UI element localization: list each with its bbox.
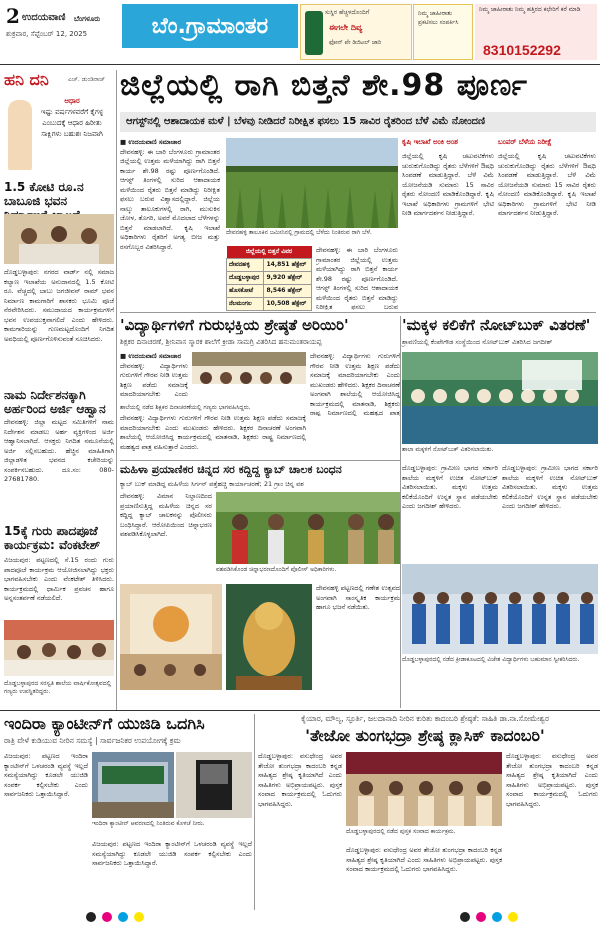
- ad1-subtext: ಫೋನ್ ಪೇ ಡಿಜಿಟಲ್ ಜಾರಿ: [329, 39, 382, 46]
- stats-table-header: ಜಿಲ್ಲೆಯಲ್ಲಿ ಬಿತ್ತನೆ ವಿವರ: [227, 246, 312, 259]
- notebook-body-1: ದೊಡ್ಡಬಳ್ಳಾಪುರ: ಗ್ರಾಮೀಣ ಭಾಗದ ಸರ್ಕಾರಿ ಶಾಲೆಯ ಮಕ್ಕಳಿಗೆ ಉಚಿತ ನೋಟ್‌ಬುಕ್ ವಿತರಿಸಲಾಯಿತು. ಮಕ್ಕಳು ಉತ್ತಮ ಕಲಿಕೆಯೊಂದಿಗೆ ಉನ್ನತ ಸ್ಥಾನ ಪಡೆಯಬೇಕು ಎಂದು ಜಗದೀಶ್ ಹೇಳಿದರು.: [402, 464, 498, 510]
- mahila-photo: [216, 492, 400, 564]
- registration-mark: [118, 912, 128, 922]
- story1-photo: [4, 214, 114, 264]
- paper-name: ಉದಯವಾಣಿ: [22, 12, 66, 23]
- center-body-3: ದೇವನಹಳ್ಳಿ: ವಿದ್ಯಾರ್ಥಿಗಳು ಗುರುಗಳಿಗೆ ಗೌರವ ನೀಡಿ ಉತ್ತಮ ಶಿಕ್ಷಣ ಪಡೆದು ಸಮಾಜಕ್ಕೆ ಮಾದರಿಯಾಗಬೇಕು ಎಂದು ಮುಖಂಡರು ಹೇಳಿದರು. ಶಿಕ್ಷಕರ ದಿನಾಚರಣೆ ಅಂಗವಾಗಿ ಶಾಲೆಯಲ್ಲಿ ಆಯೋಜಿಸಿದ್ದ ಕಾರ್ಯಕ್ರಮದಲ್ಲಿ ಮಾತನಾಡಿ, ಶಿಕ್ಷಕರು ರಾಷ್ಟ್ರ ನಿರ್ಮಾಣದಲ್ಲಿ ಮಹತ್ವದ ಪಾತ್ರ ವಹಿಸುತ್ತಾರೆ ಎಂದರು.: [120, 414, 306, 451]
- advertisement-2[interactable]: [413, 4, 473, 60]
- lead-byline: ■ ಉದಯವಾಣಿ ಸಮಾಚಾರ: [120, 138, 182, 146]
- registration-mark: [460, 912, 470, 922]
- bottom-left-body: ವಿಜಯಪುರ: ಪಟ್ಟಣದ ಇಂದಿರಾ ಕ್ಯಾಂಟೀನ್‌ಗೆ ಒಳಚರಂಡಿ ವ್ಯವಸ್ಥೆ ಇಲ್ಲದೆ ಸಮಸ್ಯೆಯಾಗಿದ್ದು ಕೂಡಲೇ ಯುಜಿಡಿ ಸಂಪರ್ಕ ಕಲ್ಪಿಸಬೇಕು ಎಂದು ಸಾರ್ವಜನಿಕರು ಒತ್ತಾಯಿಸಿದ್ದಾರೆ.: [4, 752, 88, 798]
- bottom-left-body-2: ವಿಜಯಪುರ: ಪಟ್ಟಣದ ಇಂದಿರಾ ಕ್ಯಾಂಟೀನ್‌ಗೆ ಒಳಚರಂಡಿ ವ್ಯವಸ್ಥೆ ಇಲ್ಲದೆ ಸಮಸ್ಯೆಯಾಗಿದ್ದು ಕೂಡಲೇ ಯುಜಿಡಿ ಸಂಪರ್ಕ ಕಲ್ಪಿಸಬೇಕು ಎಂದು ಸಾರ್ವಜನಿಕರು ಒತ್ತಾಯಿಸಿದ್ದಾರೆ.: [92, 840, 252, 867]
- center-headline: 'ವಿದ್ಯಾರ್ಥಿಗಳಿಗೆ ಗುರುಭಕ್ತಿಯ ಶ್ರೇಷ್ಠತೆ ಅರಿಯಿರಿ': [120, 316, 349, 334]
- canteen-photo-2: [176, 752, 252, 818]
- mahila-headline: ಮಹಿಳಾ ಪ್ರಯಾಣಿಕರ ಚಿನ್ನದ ಸರ ಕದ್ದಿದ್ದ ಕ್ಯಾಬ್ ಚಾಲಕ ಬಂಧನ: [120, 463, 342, 476]
- section-title: ಬೆಂ.ಗ್ರಾಮಾಂತರ: [122, 4, 298, 48]
- lead-text: ದೇವನಹಳ್ಳಿ: ಈ ಬಾರಿ ಬೆಂಗಳೂರು ಗ್ರಾಮಾಂತರ ಜಿಲ್ಲೆಯಲ್ಲಿ ಉತ್ತಮ ಮಳೆಯಾಗಿದ್ದು ರಾಗಿ ಬಿತ್ತನೆ ಕಾರ್ಯ ಶೇ.98 ರಷ್ಟು ಪೂರ್ಣಗೊಂಡಿದೆ. ಆಗಸ್ಟ್ ತಿಂಗಳಲ್ಲಿ ಸುರಿದ ಆಶಾದಾಯಕ ಮಳೆಯಿಂದ ರೈತರು ಬಿತ್ತನೆ ಮಾಡಿದ್ದು ನಿರೀಕ್ಷಿತ ಫಸಲು ಬರುವ ವಿಶ್ವಾಸದಲ್ಲಿದ್ದಾರೆ. ಜಿಲ್ಲೆಯ ನಾಲ್ಕು ತಾಲೂಕುಗಳಲ್ಲಿ ರಾಗಿ, ಮುಸುಕಿನ ಜೋಳ, ತೊಗರಿ, ಅವರೆ ಮೊದಲಾದ ಬೆಳೆಗಳನ್ನು ಬಿತ್ತನೆ ಮಾಡಲಾಗಿದೆ. ಕೃಷಿ ಇಲಾಖೆ ಅಧಿಕಾರಿಗಳು ರೈತರಿಗೆ ಅಗತ್ಯ ಬೀಜ ಮತ್ತು ರಸಗೊಬ್ಬರ ವಿತರಿಸಿದ್ದಾರೆ.: [120, 147, 220, 251]
- bottom-left-headline: ಇಂದಿರಾ ಕ್ಯಾಂಟೀನ್‌ಗೆ ಯುಜಿಡಿ ಒದಗಿಸಿ: [4, 714, 205, 733]
- sowing-stats-table: [226, 246, 312, 311]
- table-row: ದೊಡ್ಡಬಳ್ಳಾಪುರ 9,920 ಹೆಕ್ಟೇರ್: [227, 272, 312, 285]
- ad1-text: ಸುಸ್ಥಿರ ಹೆಚ್ಚಳದೊಂದಿಗೆ: [325, 9, 370, 16]
- honey-dani-author: ಎಚ್. ಡುಂಡಿರಾಜ್: [68, 76, 106, 83]
- center-kicker: ಶಿಕ್ಷಕರ ದಿನಾಚರಣೆ, ಶ್ರೀನಿವಾಸ ಸ್ಮಾರಕ ಶಾಲೆಗೆ ಕ್ರೀಡಾ ಸಾಮಗ್ರಿ ವಿತರಿಸಿದ ಹನುಮಂತರಾಯಪ್ಪ: [120, 338, 322, 346]
- center-text: ದೇವನಹಳ್ಳಿ: ವಿದ್ಯಾರ್ಥಿಗಳು ಗುರುಗಳಿಗೆ ಗೌರವ ನೀಡಿ ಉತ್ತಮ ಶಿಕ್ಷಣ ಪಡೆದು ಸಮಾಜಕ್ಕೆ ಮಾದರಿಯಾಗಬೇಕು ಎಂದು: [120, 361, 188, 398]
- lead-photo-caption: ದೇವನಹಳ್ಳಿ ತಾಲೂಕಿನ ಜಮೀನಿನಲ್ಲಿ ಗ್ರಾಮದಲ್ಲಿ ಬೆಳೆದು ನಿಂತಿರುವ ರಾಗಿ ಬೆಳೆ.: [226, 229, 372, 236]
- notebook-photo: [402, 352, 598, 444]
- bottom-left-kicker: ರಾತ್ರಿ ವೇಳೆ ಕುಡಿಯುವ ನೀರಿನ ಸಮಸ್ಯೆ | ಸಾರ್ವಜನಿಕರ ಉಪಯೋಗಕ್ಕೆ ಕ್ರಮ: [4, 736, 181, 745]
- lead-headline: ಜಿಲ್ಲೆಯಲ್ಲಿ ರಾಗಿ ಬಿತ್ತನೆ ಶೇ.98 ಪೂರ್ಣ: [120, 68, 528, 103]
- lead-subheadline: ಆಗಸ್ಟ್‌ನಲ್ಲಿ ಆಶಾದಾಯಕ ಮಳೆ | ಬೆಳವು ನೀಡಿದರೆ ನಿರೀಕ್ಷಿತ ಫಸಲು 15 ಸಾವಿರ ರೈತರಿಂದ ಬೆಳೆ ವಿಮೆ ನೋಂದಣಿ: [120, 112, 596, 132]
- bottom-right-body-3: ದೊಡ್ಡಬಳ್ಳಾಪುರ: ವಸುಧೇಂದ್ರ ಅವರ ತೇಜೋ ತುಂಗಭದ್ರಾ ಕಾದಂಬರಿ ಕನ್ನಡ ಸಾಹಿತ್ಯದ ಶ್ರೇಷ್ಠ ಕೃತಿಯಾಗಿದೆ ಎಂದು ಸಾಹಿತಿಗಳು ಅಭಿಪ್ರಾಯಪಟ್ಟರು. ಪುಸ್ತಕ ಸಂವಾದ ಕಾರ್ಯಕ್ರಮದಲ್ಲಿ ಓದುಗರು ಭಾಗವಹಿಸಿದ್ದರು.: [506, 752, 598, 808]
- festival-body: ದೇವನಹಳ್ಳಿ ಪಟ್ಟಣದಲ್ಲಿ ಗಣೇಶ ಉತ್ಸವದ ಅಂಗವಾಗಿ ಸಾಂಸ್ಕೃತಿಕ ಕಾರ್ಯಕ್ರಮ ಹಾಗೂ ಭಜನೆ ನಡೆಯಿತು.: [316, 584, 400, 611]
- registration-mark: [134, 912, 144, 922]
- advertisement-3[interactable]: [475, 4, 597, 60]
- lead-continued: ದೇವನಹಳ್ಳಿ: ಈ ಬಾರಿ ಬೆಂಗಳೂರು ಗ್ರಾಮಾಂತರ ಜಿಲ್ಲೆಯಲ್ಲಿ ಉತ್ತಮ ಮಳೆಯಾಗಿದ್ದು ರಾಗಿ ಬಿತ್ತನೆ ಕಾರ್ಯ ಶೇ.98 ರಷ್ಟು ಪೂರ್ಣಗೊಂಡಿದೆ. ಆಗಸ್ಟ್ ತಿಂಗಳಲ್ಲಿ ಸುರಿದ ಆಶಾದಾಯಕ ಮಳೆಯಿಂದ ರೈತರು ಬಿತ್ತನೆ ಮಾಡಿದ್ದು ನಿರೀಕ್ಷಿತ ಫಸಲು ಬರುವ: [316, 246, 398, 310]
- registration-mark: [476, 912, 486, 922]
- phone-icon: [305, 11, 323, 55]
- registration-mark: [86, 912, 96, 922]
- poem-body: ಇಷ್ಟು ವರ್ಷಗಳವರೆಗೆ ಕೈಗಳ್ಳ ಎಂಬುದಕ್ಕೆ ಆಧಾರ ಹಿರೀತು ಸಾಕ್ಷಿಗಳು ಬಹುಶಃ ನಿಜವಾಗಿ: [40, 108, 104, 138]
- side-title-b: ಬಂಪರ್ ಬೆಳೆಯ ನಿರೀಕ್ಷೆ: [498, 138, 552, 146]
- story1-headline: 1.5 ಕೋಟಿ ರೂ.ನ ಬಾಬೂಜಿ ಭವನ: [4, 180, 84, 208]
- center-photo-caption: ಶಾಲೆಯಲ್ಲಿ ನಡೆದ ಶಿಕ್ಷಕರ ದಿನಾಚರಣೆಯಲ್ಲಿ ಗಣ್ಯರು ಭಾಗವಹಿಸಿದ್ದರು.: [120, 404, 251, 411]
- sports-caption: ದೊಡ್ಡಬಳ್ಳಾಪುರದಲ್ಲಿ ನಡೆದ ಕ್ರೀಡಾಕೂಟದಲ್ಲಿ ವಿಜೇತ ವಿದ್ಯಾರ್ಥಿಗಳು ಬಹುಮಾನ ಸ್ವೀಕರಿಸಿದರು.: [402, 656, 580, 663]
- center-body-1: [120, 352, 188, 400]
- bottom-left-banner: [4, 714, 254, 750]
- table-row: ದೇವನಹಳ್ಳಿ 14,851 ಹೆಕ್ಟೇರ್: [227, 259, 312, 272]
- ad1-highlight: ಈಗಲೇ ದಿವ್ಯ: [329, 23, 363, 32]
- notebook-body-2: ದೊಡ್ಡಬಳ್ಳಾಪುರ: ಗ್ರಾಮೀಣ ಭಾಗದ ಸರ್ಕಾರಿ ಶಾಲೆಯ ಮಕ್ಕಳಿಗೆ ಉಚಿತ ನೋಟ್‌ಬುಕ್ ವಿತರಿಸಲಾಯಿತು. ಮಕ್ಕಳು ಉತ್ತಮ ಕಲಿಕೆಯೊಂದಿಗೆ ಉನ್ನತ ಸ್ಥಾನ ಪಡೆಯಬೇಕು ಎಂದು ಜಗದೀಶ್ ಹೇಳಿದರು.: [502, 464, 598, 510]
- story1-body: ದೊಡ್ಡಬಳ್ಳಾಪುರ: ನಗರದ ವಾರ್ಡ್ ನಲ್ಲಿ ಸಮಾಜ ಕಲ್ಯಾಣ ಇಲಾಖೆಯ ಅನುದಾನದಲ್ಲಿ 1.5 ಕೋಟಿ ರೂ. ವೆಚ್ಚದಲ್ಲಿ ಬಾಬು ಜಗಜೀವನ್ ರಾಮ್ ಭವನ ನಿರ್ಮಾಣ ಕಾಮಗಾರಿಗೆ ಶಾಸಕರು ಭೂಮಿ ಪೂಜೆ ನೆರವೇರಿಸಿದರು. ಸಮುದಾಯದ ಕಾರ್ಯಕ್ರಮಗಳಿಗೆ ಭವನ ಉಪಯುಕ್ತವಾಗಲಿದೆ ಎಂದು ಹೇಳಿದರು. ಕಾಮಗಾರಿಯನ್ನು ಗುಣಮಟ್ಟದೊಂದಿಗೆ ನಿಗದಿತ ಅವಧಿಯಲ್ಲಿ ಪೂರ್ಣಗೊಳಿಸುವಂತೆ ಸೂಚಿಸಿದರು.: [4, 268, 114, 343]
- side-story-body-b: ಜಿಲ್ಲೆಯಲ್ಲಿ ಕೃಷಿ ಚಟುವಟಿಕೆಗಳು ಚುರುಕುಗೊಂಡಿದ್ದು ರೈತರು ಬೆಳೆಗಳಿಗೆ ಔಷಧಿ ಸಿಂಪಡಣೆ ಮಾಡುತ್ತಿದ್ದಾರೆ. ಬೆಳೆ ವಿಮೆ ಯೋಜನೆಯಡಿ ಸುಮಾರು 15 ಸಾವಿರ ರೈತರು ನೋಂದಣಿ ಮಾಡಿಕೊಂಡಿದ್ದಾರೆ. ಕೃಷಿ ಇಲಾಖೆ ಅಧಿಕಾರಿಗಳು ಗ್ರಾಮಗಳಿಗೆ ಭೇಟಿ ನೀಡಿ ಮಾರ್ಗದರ್ಶನ ನೀಡುತ್ತಿದ್ದಾರೆ.: [498, 152, 596, 217]
- ad3-phone-number: 8310152292: [483, 42, 561, 58]
- notebook-caption: ಶಾಲಾ ಮಕ್ಕಳಿಗೆ ನೋಟ್‌ಬುಕ್ ವಿತರಿಸಲಾಯಿತು.: [402, 446, 494, 453]
- center-photo: [192, 352, 306, 402]
- festival-photo: [120, 584, 222, 690]
- story3-body: ವಿಜಯಪುರ: ಪಟ್ಟಣದಲ್ಲಿ ಸೆ.15 ರಂದು ಗುರು ಪಾದಪೂಜೆ ಕಾರ್ಯಕ್ರಮ ಆಯೋಜಿಸಲಾಗಿದ್ದು ಭಕ್ತರು ಭಾಗವಹಿಸಬೇಕು ಎಂದು ವೆಂಕಟೇಶ್ ತಿಳಿಸಿದರು. ಕಾರ್ಯಕ್ರಮದಲ್ಲಿ ಧಾರ್ಮಿಕ ಪ್ರವಚನ ಹಾಗೂ ಅನ್ನಸಂತರ್ಪಣೆ ನಡೆಯಲಿದೆ.: [4, 556, 114, 602]
- center-byline: ■ ಉದಯವಾಣಿ ಸಮಾಚಾರ: [120, 352, 182, 360]
- poem-box: [32, 96, 112, 140]
- bottom-right-headline: 'ತೇಜೋ ತುಂಗಭದ್ರಾ ಶ್ರೇಷ್ಠ ಕ್ಲಾಸಿಕ್ ಕಾದಂಬರಿ': [305, 726, 545, 745]
- story3-caption: ದೊಡ್ಡಬಳ್ಳಾಪುರದ ಸರಸ್ವತಿ ಶಾಲೆಯ ವಾರ್ಷಿಕೋತ್ಸವದಲ್ಲಿ ಗಣ್ಯರು ಉಪಸ್ಥಿತರಿದ್ದರು.: [4, 680, 112, 695]
- story3-photo: [4, 620, 114, 676]
- masthead: [0, 0, 600, 64]
- side-story-body-a: ಜಿಲ್ಲೆಯಲ್ಲಿ ಕೃಷಿ ಚಟುವಟಿಕೆಗಳು ಚುರುಕುಗೊಂಡಿದ್ದು ರೈತರು ಬೆಳೆಗಳಿಗೆ ಔಷಧಿ ಸಿಂಪಡಣೆ ಮಾಡುತ್ತಿದ್ದಾರೆ. ಬೆಳೆ ವಿಮೆ ಯೋಜನೆಯಡಿ ಸುಮಾರು 15 ಸಾವಿರ ರೈತರು ನೋಂದಣಿ ಮಾಡಿಕೊಂಡಿದ್ದಾರೆ. ಕೃಷಿ ಇಲಾಖೆ ಅಧಿಕಾರಿಗಳು ಗ್ರಾಮಗಳಿಗೆ ಭೇಟಿ ನೀಡಿ ಮಾರ್ಗದರ್ಶನ ನೀಡುತ್ತಿದ್ದಾರೆ.: [402, 152, 494, 217]
- notebook-headline: 'ಮಕ್ಕಳ ಕಲಿಕೆಗೆ ನೋಟ್‌ಬುಕ್ ವಿತರಣೆ': [402, 316, 591, 334]
- registration-mark: [508, 912, 518, 922]
- registration-mark: [102, 912, 112, 922]
- sports-photo: [402, 564, 598, 654]
- date-line: ಶುಕ್ರವಾರ, ಸೆಪ್ಟೆಂಬರ್ 12, 2025: [6, 30, 88, 38]
- center-body-2: ದೇವನಹಳ್ಳಿ: ವಿದ್ಯಾರ್ಥಿಗಳು ಗುರುಗಳಿಗೆ ಗೌರವ ನೀಡಿ ಉತ್ತಮ ಶಿಕ್ಷಣ ಪಡೆದು ಸಮಾಜಕ್ಕೆ ಮಾದರಿಯಾಗಬೇಕು ಎಂದು ಮುಖಂಡರು ಹೇಳಿದರು. ಶಿಕ್ಷಕರ ದಿನಾಚರಣೆ ಅಂಗವಾಗಿ ಶಾಲೆಯಲ್ಲಿ ಆಯೋಜಿಸಿದ್ದ ಕಾರ್ಯಕ್ರಮದಲ್ಲಿ ಮಾತನಾಡಿ, ಶಿಕ್ಷಕರು ರಾಷ್ಟ್ರ ನಿರ್ಮಾಣದಲ್ಲಿ ಮಹತ್ವದ ಪಾತ್ರ: [310, 352, 400, 416]
- bottom-right-caption: ದೊಡ್ಡಬಳ್ಳಾಪುರದಲ್ಲಿ ನಡೆದ ಪುಸ್ತಕ ಸಂವಾದ ಕಾರ್ಯಕ್ರಮ.: [346, 828, 456, 835]
- canteen-photo: [92, 752, 174, 818]
- mahila-kicker: ಕ್ಯಾಬ್ ಬುಕ್ ಮಾಡಿದ್ದ ಮಹಿಳೆಯ ಸಿರ್ಗನ್ ಪತ್ತೆಹಚ್ಚಿ ಕಾರ್ಯಾಚರಣೆ; 21 ಗ್ರಾಂ ಚಿನ್ನ ವಶ: [120, 480, 304, 488]
- registration-mark: [492, 912, 502, 922]
- notebook-kicker: ಶ್ರಾವಣಿಯಲ್ಲಿ ಕೆಂಪೇಗೌಡ ಸಂಸ್ಥೆಯಿಂದ ನೋಟ್‌ಬುಕ್ ವಿತರಿಸಿದ ಜಗದೀಶ್: [402, 338, 553, 346]
- bottom-right-body-2: ದೊಡ್ಡಬಳ್ಳಾಪುರ: ವಸುಧೇಂದ್ರ ಅವರ ತೇಜೋ ತುಂಗಭದ್ರಾ ಕಾದಂಬರಿ ಕನ್ನಡ ಸಾಹಿತ್ಯದ ಶ್ರೇಷ್ಠ ಕೃತಿಯಾಗಿದೆ ಎಂದು ಸಾಹಿತಿಗಳು ಅಭಿಪ್ರಾಯಪಟ್ಟರು. ಪುಸ್ತಕ ಸಂವಾದ ಕಾರ್ಯಕ್ರಮದಲ್ಲಿ ಓದುಗರು ಭಾಗವಹಿಸಿದ್ದರು.: [346, 846, 502, 873]
- table-row: ಹೊಸಕೋಟೆ 8,546 ಹೆಕ್ಟೇರ್: [227, 285, 312, 298]
- advertisement-1[interactable]: [300, 4, 412, 60]
- bottom-right-banner: [254, 714, 596, 750]
- page-number: 2: [6, 4, 20, 28]
- bottom-left-caption: ಇಂದಿರಾ ಕ್ಯಾಂಟೀನ್ ಆವರಣದಲ್ಲಿ ನಿಂತಿರುವ ಕೊಳಚೆ ನೀರು.: [92, 820, 205, 827]
- table-row: ನೆಲಮಂಗಲ 10,508 ಹೆಕ್ಟೇರ್: [227, 298, 312, 311]
- edition: ಬೆಂಗಳೂರು: [74, 15, 101, 23]
- lead-body: [120, 138, 220, 310]
- bottom-right-body-1: ದೊಡ್ಡಬಳ್ಳಾಪುರ: ವಸುಧೇಂದ್ರ ಅವರ ತೇಜೋ ತುಂಗಭದ್ರಾ ಕಾದಂಬರಿ ಕನ್ನಡ ಸಾಹಿತ್ಯದ ಶ್ರೇಷ್ಠ ಕೃತಿಯಾಗಿದೆ ಎಂದು ಸಾಹಿತಿಗಳು ಅಭಿಪ್ರಾಯಪಟ್ಟರು. ಪುಸ್ತಕ ಸಂವಾದ ಕಾರ್ಯಕ್ರಮದಲ್ಲಿ ಓದುಗರು ಭಾಗವಹಿಸಿದ್ದರು.: [258, 752, 342, 808]
- author-portrait: [8, 100, 32, 170]
- ad3-text: ನಿಮ್ಮ ಜಾಹೀರಾತು ನಿಮ್ಮ ಹತ್ತಿರದ ಕಛೇರಿಗೆ ಕರೆ ಮಾಡಿ: [479, 6, 581, 13]
- book-event-photo: [346, 752, 502, 826]
- poem-title: ಆಧಾರ: [64, 97, 80, 105]
- mahila-body: ದೇವನಹಳ್ಳಿ: ವಿಮಾನ ನಿಲ್ದಾಣದಿಂದ ಪ್ರಯಾಣಿಸುತ್ತಿದ್ದ ಮಹಿಳೆಯ ಚಿನ್ನದ ಸರ ಕದ್ದಿದ್ದ ಕ್ಯಾಬ್ ಚಾಲಕನನ್ನು ಪೊಲೀಸರು ಬಂಧಿಸಿದ್ದಾರೆ. ಆರೋಪಿಯಿಂದ ಚಿನ್ನಾಭರಣ ವಶಪಡಿಸಿಕೊಳ್ಳಲಾಗಿದೆ.: [120, 492, 212, 538]
- ad2-text: ನಿಮ್ಮ ಜಾಹೀರಾತು ಪ್ರಕಟಿಸಲು ಸಂಪರ್ಕಿಸಿ: [418, 10, 459, 26]
- story2-headline: ನಾಮ ನಿರ್ದೇಶನಕ್ಕಾಗಿ ಅರ್ಹರಿಂದ ಅರ್ಜಿ ಆಹ್ವಾನ: [4, 388, 106, 416]
- lead-photo: [226, 138, 398, 228]
- honey-dani-logo: ಹನಿ ದನಿ: [4, 70, 49, 89]
- mahila-caption: ವಶಪಡಿಸಿಕೊಂಡ ಚಿನ್ನಾಭರಣದೊಂದಿಗೆ ಪೊಲೀಸ್ ಅಧಿಕಾರಿಗಳು.: [216, 566, 337, 573]
- side-title-a: ಕೃಷಿ ಇಲಾಖೆ ಅಂಕಿ ಅಂಶ: [402, 138, 458, 146]
- bottom-right-kicker: ಕೈಯಾರ, ಮೌಲ್ಯ, ಸ್ಫೂರ್ತಿ, ಜಲದಾನಾದಿ ನೀರಿನ ಕುರಿತು ಕಾದಂಬರಿ ಶ್ರೇಷ್ಠತೆ: ಸಾಹಿತಿ ಡಾ.ನಾ.ಸೋಮೇಶ್ವರ: [301, 714, 549, 723]
- honey-dani-box: [4, 70, 112, 174]
- ganesha-photo: [226, 584, 312, 690]
- story3-headline: 15ಕ್ಕೆ ಗುರು ಪಾದಪೂಜೆ ಕಾರ್ಯಕ್ರಮ: ವೆಂಕಟೇಶ್: [4, 524, 101, 552]
- story2-body: ದೇವನಹಳ್ಳಿ: ಜಿಲ್ಲಾ ಮಟ್ಟದ ಸಮಿತಿಗಳಿಗೆ ನಾಮ ನಿರ್ದೇಶನ ಮಾಡಲು ಅರ್ಹ ವ್ಯಕ್ತಿಗಳಿಂದ ಅರ್ಜಿ ಆಹ್ವಾನಿಸಲಾಗಿದೆ. ಆಸಕ್ತರು ನಿಗದಿತ ನಮೂನೆಯಲ್ಲಿ ಅರ್ಜಿ ಸಲ್ಲಿಸಬಹುದು. ಹೆಚ್ಚಿನ ಮಾಹಿತಿಗಾಗಿ ಜಿಲ್ಲಾಡಳಿತ ಭವನದ ಕಚೇರಿಯನ್ನು ಸಂಪರ್ಕಿಸಬಹುದು. ದೂ.ಸಂ: 080-27681780.: [4, 418, 114, 483]
